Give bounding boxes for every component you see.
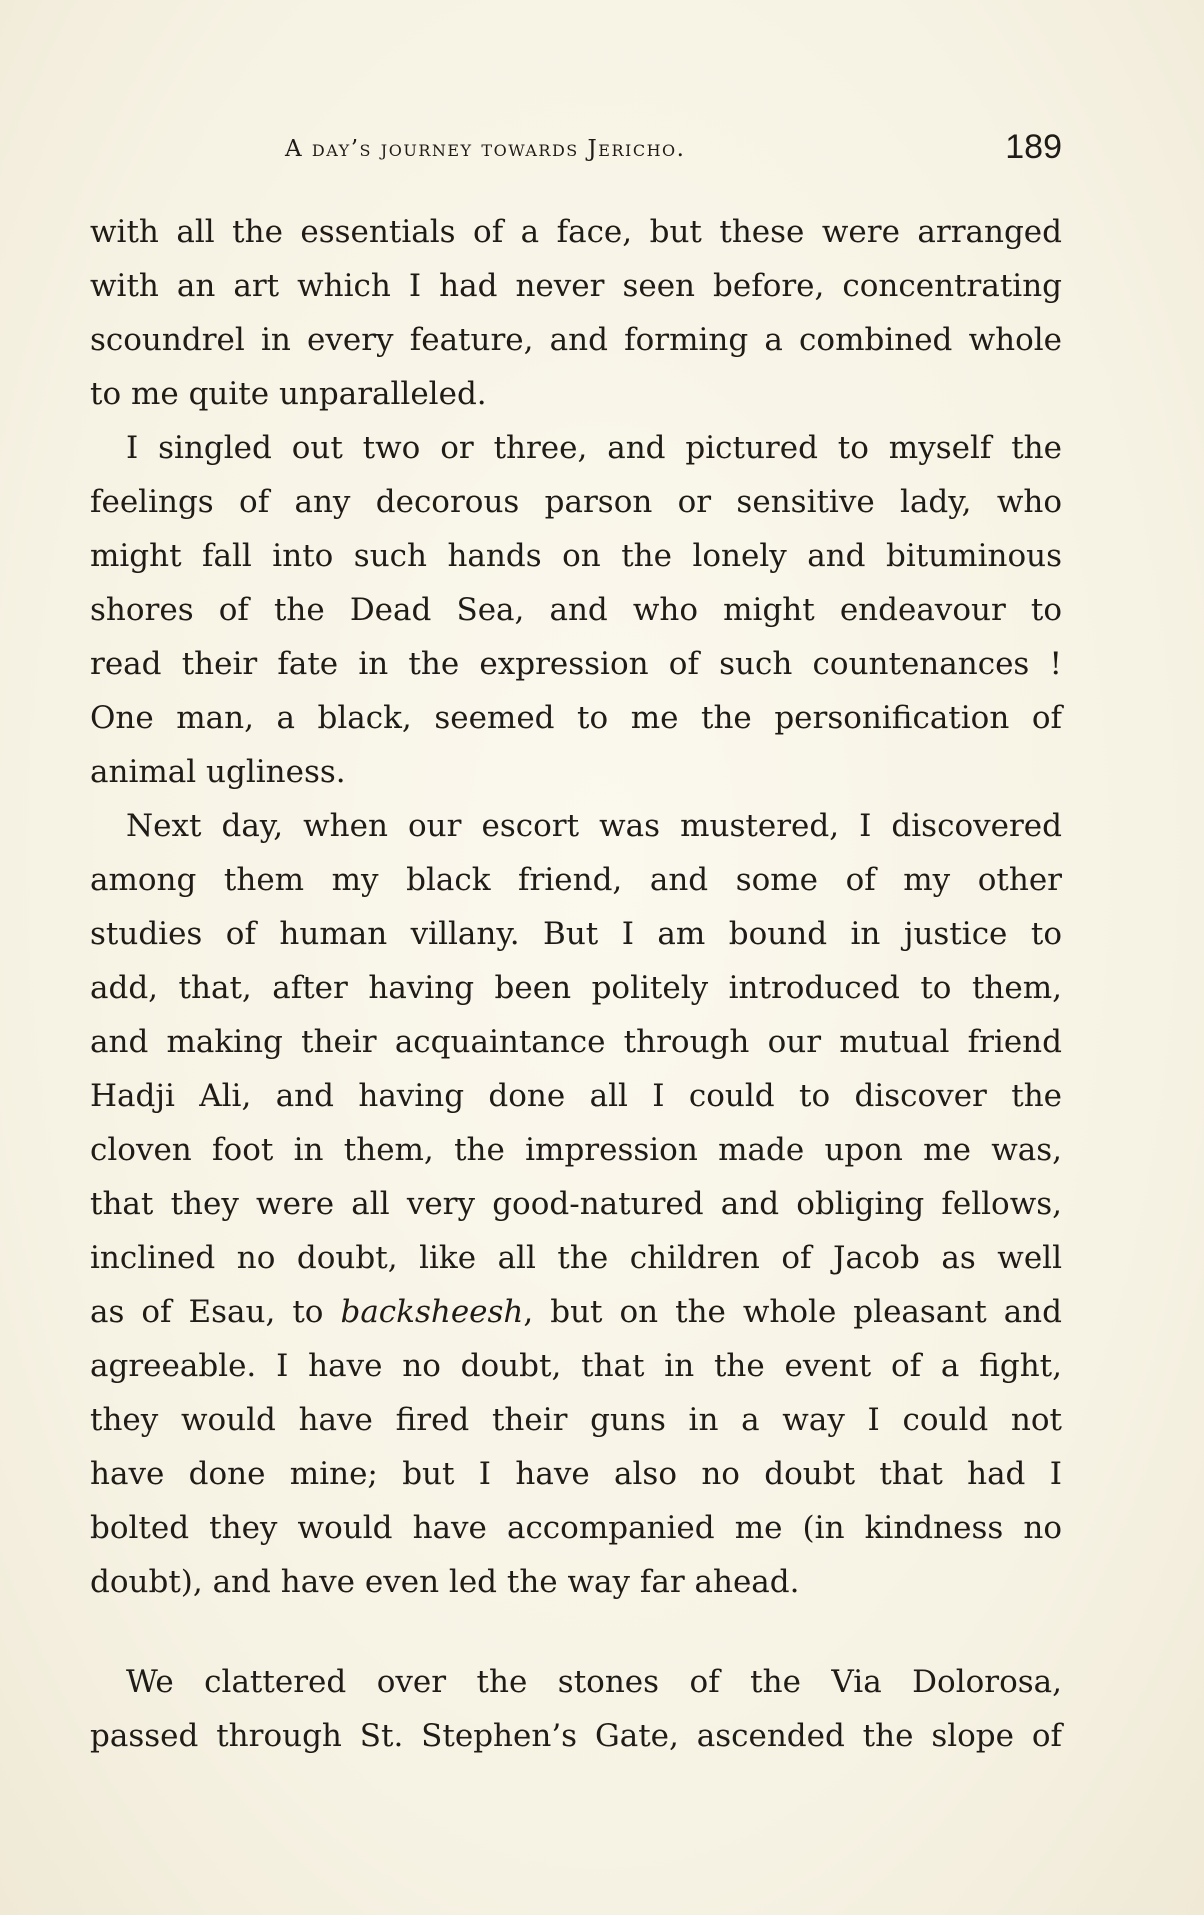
text-line: among them my black friend, and some of my other <box>90 862 1062 898</box>
text-line: add, that, after having been politely introduced to them, <box>90 970 1062 1006</box>
text-line: doubt), and have even led the way far ahead. <box>90 1564 800 1600</box>
text-line: feelings of any decorous parson or sensitive lady, who <box>90 484 1062 520</box>
body-text <box>90 205 1062 1763</box>
text-line: bolted they would have accompanied me (in kindness no <box>90 1510 1062 1546</box>
paragraph-start-line: I singled out two or three, and pictured to myself the <box>126 430 1062 466</box>
text-line: with an art which I had never seen before, concentrating <box>90 268 1062 304</box>
section-gap <box>90 1609 1062 1655</box>
italic-word: backsheesh <box>340 1294 524 1330</box>
text-line: read their fate in the expression of such countenances ! <box>90 646 1062 682</box>
text-line: scoundrel in every feature, and forming a combined whole <box>90 322 1062 358</box>
text-line: agreeable. I have no doubt, that in the event of a fight, <box>90 1348 1062 1384</box>
text-line: might fall into such hands on the lonely and bituminous <box>90 538 1062 574</box>
text-segment: , but on the whole pleasant and <box>523 1294 1062 1330</box>
text-line: studies of human villany. But I am bound in justice to <box>90 916 1062 952</box>
paragraph-start-line: We clattered over the stones of the Via Dolorosa, <box>126 1664 1062 1700</box>
text-line: Hadji Ali, and having done all I could to discover the <box>90 1078 1062 1114</box>
text-line: animal ugliness. <box>90 754 346 790</box>
text-segment: as of Esau, to <box>90 1294 341 1330</box>
text-line: cloven foot in them, the impression made upon me was, <box>90 1132 1062 1168</box>
page-number: 189 <box>1005 128 1062 166</box>
text-line: they would have fired their guns in a way I could not <box>90 1402 1062 1438</box>
paragraph-start-line: Next day, when our escort was mustered, I discovered <box>126 808 1062 844</box>
text-line: with all the essentials of a face, but these were arranged <box>90 214 1062 250</box>
page-header <box>90 128 1062 178</box>
text-line: have done mine; but I have also no doubt that had I <box>90 1456 1062 1492</box>
text-line: that they were all very good-natured and obliging fellows, <box>90 1186 1062 1222</box>
text-line: shores of the Dead Sea, and who might endeavour to <box>90 592 1062 628</box>
text-line-with-italic <box>90 1285 1062 1339</box>
running-head: A day’s journey towards Jericho. <box>285 136 686 162</box>
text-line: One man, a black, seemed to me the personification of <box>90 700 1062 736</box>
text-line: to me quite unparalleled. <box>90 376 487 412</box>
text-line: inclined no doubt, like all the children of Jacob as well <box>90 1240 1062 1276</box>
text-line: passed through St. Stephen’s Gate, ascended the slope of <box>90 1718 1062 1754</box>
text-line: and making their acquaintance through our mutual friend <box>90 1024 1062 1060</box>
